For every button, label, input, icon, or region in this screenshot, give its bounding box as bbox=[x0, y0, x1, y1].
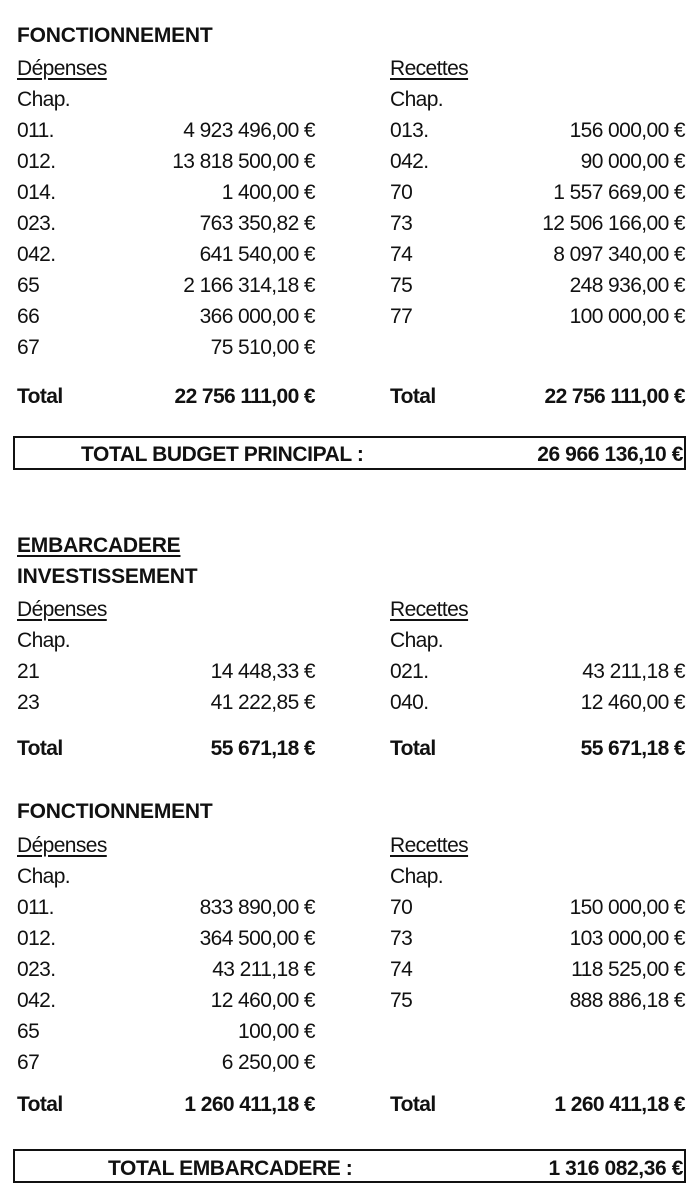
depenses-total: 55 671,18 € bbox=[210, 737, 315, 760]
chapter-code: 75 bbox=[390, 989, 413, 1012]
amount: 833 890,00 € bbox=[199, 896, 315, 919]
amount: 156 000,00 € bbox=[569, 119, 685, 142]
chap-label: Chap. bbox=[17, 88, 71, 111]
amount: 150 000,00 € bbox=[569, 896, 685, 919]
chapter-code: 77 bbox=[390, 305, 413, 328]
chapter-code: 74 bbox=[390, 243, 413, 266]
amount: 364 500,00 € bbox=[199, 927, 315, 950]
amount: 12 506 166,00 € bbox=[542, 212, 685, 235]
amount: 641 540,00 € bbox=[199, 243, 315, 266]
total-label: Total bbox=[17, 1093, 63, 1116]
total-label: Total bbox=[390, 385, 436, 408]
section-heading: FONCTIONNEMENT bbox=[17, 800, 213, 823]
amount: 43 211,18 € bbox=[582, 660, 685, 683]
amount: 6 250,00 € bbox=[221, 1051, 315, 1074]
recettes-label: Recettes bbox=[390, 57, 469, 80]
chapter-code: 012. bbox=[17, 927, 56, 950]
amount: 14 448,33 € bbox=[210, 660, 315, 683]
chapter-code: 23 bbox=[17, 691, 40, 714]
chapter-code: 023. bbox=[17, 958, 56, 981]
amount: 1 557 669,00 € bbox=[553, 181, 685, 204]
depenses-label: Dépenses bbox=[17, 598, 107, 621]
budget-principal-label: TOTAL BUDGET PRINCIPAL : bbox=[81, 443, 364, 466]
recettes-label: Recettes bbox=[390, 598, 469, 621]
chap-label: Chap. bbox=[17, 865, 71, 888]
total-label: Total bbox=[390, 1093, 436, 1116]
depenses-label: Dépenses bbox=[17, 57, 107, 80]
chapter-code: 014. bbox=[17, 181, 56, 204]
recettes-total: 22 756 111,00 € bbox=[544, 385, 685, 408]
total-label: Total bbox=[17, 385, 63, 408]
section-heading: INVESTISSEMENT bbox=[17, 565, 198, 588]
amount: 43 211,18 € bbox=[212, 958, 315, 981]
amount: 13 818 500,00 € bbox=[172, 150, 315, 173]
chapter-code: 011. bbox=[17, 896, 54, 919]
chapter-code: 74 bbox=[390, 958, 413, 981]
embarcadere-title: EMBARCADERE bbox=[17, 534, 181, 557]
chapter-code: 021. bbox=[390, 660, 429, 683]
chapter-code: 040. bbox=[390, 691, 429, 714]
chapter-code: 66 bbox=[17, 305, 40, 328]
depenses-label: Dépenses bbox=[17, 834, 107, 857]
amount: 763 350,82 € bbox=[199, 212, 315, 235]
section-heading: FONCTIONNEMENT bbox=[17, 24, 213, 47]
depenses-total: 1 260 411,18 € bbox=[184, 1093, 315, 1116]
amount: 1 400,00 € bbox=[221, 181, 315, 204]
chapter-code: 042. bbox=[17, 243, 56, 266]
amount: 4 923 496,00 € bbox=[183, 119, 315, 142]
amount: 41 222,85 € bbox=[210, 691, 315, 714]
chapter-code: 042. bbox=[390, 150, 429, 173]
amount: 100,00 € bbox=[238, 1020, 315, 1043]
chapter-code: 013. bbox=[390, 119, 429, 142]
total-label: Total bbox=[390, 737, 436, 760]
recettes-total: 55 671,18 € bbox=[580, 737, 685, 760]
recettes-total: 1 260 411,18 € bbox=[554, 1093, 685, 1116]
amount: 103 000,00 € bbox=[569, 927, 685, 950]
amount: 8 097 340,00 € bbox=[553, 243, 685, 266]
chapter-code: 011. bbox=[17, 119, 54, 142]
recettes-label: Recettes bbox=[390, 834, 469, 857]
chapter-code: 042. bbox=[17, 989, 56, 1012]
chapter-code: 21 bbox=[17, 660, 40, 683]
amount: 12 460,00 € bbox=[580, 691, 685, 714]
chap-label: Chap. bbox=[17, 629, 71, 652]
budget-principal-value: 26 966 136,10 € bbox=[537, 443, 683, 466]
embarcadere-total-value: 1 316 082,36 € bbox=[548, 1157, 683, 1180]
amount: 12 460,00 € bbox=[210, 989, 315, 1012]
chapter-code: 73 bbox=[390, 212, 413, 235]
chapter-code: 67 bbox=[17, 1051, 40, 1074]
chap-label: Chap. bbox=[390, 88, 444, 111]
embarcadere-total-label: TOTAL EMBARCADERE : bbox=[108, 1157, 353, 1180]
embarcadere-total-box bbox=[13, 1149, 686, 1183]
chapter-code: 70 bbox=[390, 181, 413, 204]
chapter-code: 65 bbox=[17, 274, 40, 297]
amount: 90 000,00 € bbox=[580, 150, 685, 173]
depenses-total: 22 756 111,00 € bbox=[174, 385, 315, 408]
amount: 100 000,00 € bbox=[569, 305, 685, 328]
amount: 888 886,18 € bbox=[569, 989, 685, 1012]
amount: 2 166 314,18 € bbox=[183, 274, 315, 297]
chapter-code: 73 bbox=[390, 927, 413, 950]
chapter-code: 75 bbox=[390, 274, 413, 297]
total-label: Total bbox=[17, 737, 63, 760]
budget-principal-total-box bbox=[13, 436, 686, 470]
amount: 118 525,00 € bbox=[571, 958, 685, 981]
amount: 366 000,00 € bbox=[199, 305, 315, 328]
chap-label: Chap. bbox=[390, 865, 444, 888]
chapter-code: 67 bbox=[17, 336, 40, 359]
amount: 75 510,00 € bbox=[210, 336, 315, 359]
chapter-code: 70 bbox=[390, 896, 413, 919]
chapter-code: 023. bbox=[17, 212, 56, 235]
chap-label: Chap. bbox=[390, 629, 444, 652]
amount: 248 936,00 € bbox=[569, 274, 685, 297]
chapter-code: 012. bbox=[17, 150, 56, 173]
chapter-code: 65 bbox=[17, 1020, 40, 1043]
